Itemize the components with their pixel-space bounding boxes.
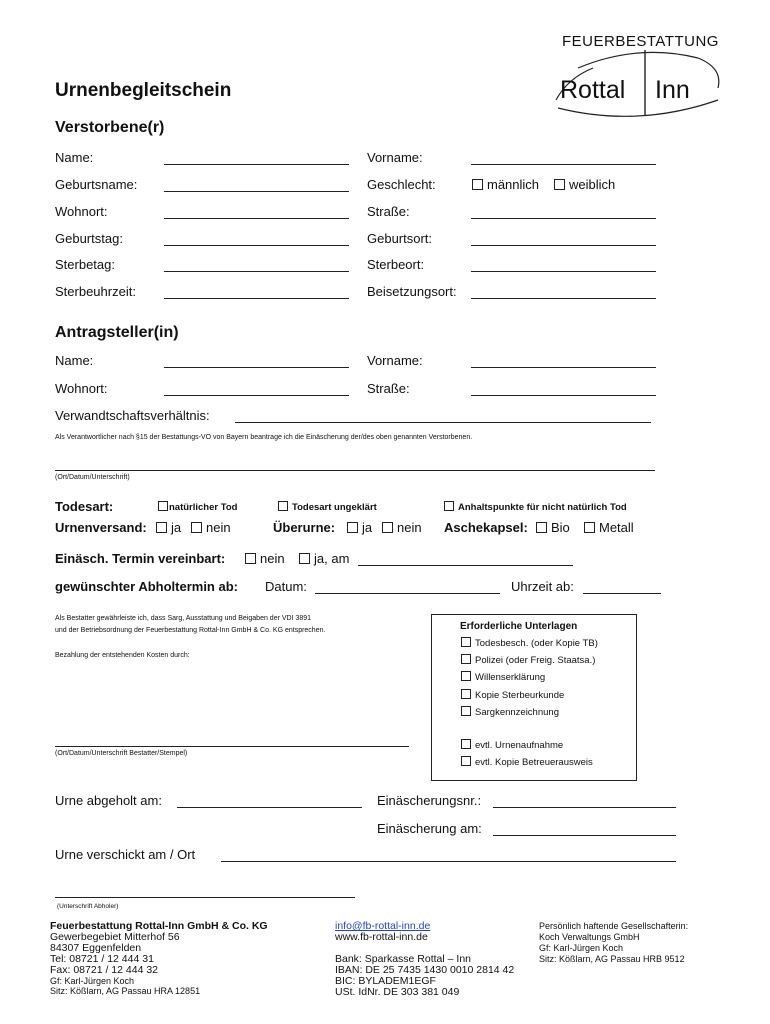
cremation-date-yes-option[interactable]: ja, am	[299, 551, 349, 566]
cremation-date-yes-checkbox[interactable]	[299, 553, 310, 564]
footer-email-link[interactable]: info@fb-rottal-inn.de	[335, 920, 431, 932]
footer-website: www.fb-rottal-inn.de	[335, 931, 428, 943]
pickup-signature-caption: (Unterschrift Abholer)	[57, 903, 119, 910]
relationship-label: Verwandtschaftsverhältnis:	[55, 408, 210, 423]
footer-address: Gewerbegebiet Mitterhof 56	[50, 931, 180, 943]
applicant-residence-field[interactable]	[164, 395, 349, 396]
required-documents-heading: Erforderliche Unterlagen	[460, 621, 578, 632]
gender-male-checkbox[interactable]	[472, 179, 483, 190]
deceased-deathtime-label: Sterbeuhrzeit:	[55, 284, 136, 299]
urn-pickup-field[interactable]	[177, 807, 362, 808]
applicant-residence-label: Wohnort:	[55, 381, 108, 396]
document-item[interactable]: Kopie Sterbeurkunde	[461, 689, 564, 701]
cremation-number-label: Einäscherungsnr.:	[377, 793, 482, 808]
footer-fax: Fax: 08721 / 12 444 32	[50, 964, 158, 976]
deceased-burialplace-field[interactable]	[471, 298, 656, 299]
death-type-unclear-checkbox[interactable]	[278, 501, 288, 511]
cremation-on-field[interactable]	[493, 835, 676, 836]
deceased-street-field[interactable]	[471, 218, 656, 219]
pickup-date-field[interactable]	[315, 593, 500, 594]
deceased-birthplace-field[interactable]	[471, 245, 656, 246]
applicant-signature-line[interactable]	[55, 470, 655, 471]
applicant-name-label: Name:	[55, 353, 94, 368]
undertaker-signature-line[interactable]	[55, 746, 409, 747]
deceased-street-label: Straße:	[367, 204, 410, 219]
urn-shipping-no-option[interactable]: nein	[191, 520, 231, 535]
cremation-on-label: Einäscherung am:	[377, 821, 482, 836]
footer-company	[50, 921, 268, 996]
deceased-deathplace-label: Sterbeort:	[367, 257, 425, 272]
deceased-burialplace-label: Beisetzungsort:	[367, 284, 457, 299]
page-title: Urnenbegleitschein	[55, 80, 232, 101]
footer-partner-name: Koch Verwaltungs GmbH	[539, 932, 640, 942]
applicant-name-field[interactable]	[164, 367, 349, 368]
footer-city: 84307 Eggenfelden	[50, 942, 142, 954]
relationship-field[interactable]	[235, 422, 651, 423]
urn-shipping-no-checkbox[interactable]	[191, 522, 202, 533]
footer-company-name: Feuerbestattung Rottal-Inn GmbH & Co. KG	[50, 920, 268, 932]
deceased-birthday-label: Geburtstag:	[55, 231, 123, 246]
pickup-time-field[interactable]	[583, 593, 661, 594]
pickup-date-label: Datum:	[265, 579, 307, 594]
urn-shipped-label: Urne verschickt am / Ort	[55, 847, 196, 862]
ash-capsule-bio-option[interactable]: Bio	[536, 520, 570, 535]
footer-partner-title: Persönlich haftende Gesellschafterin:	[539, 921, 689, 931]
deceased-firstname-field[interactable]	[471, 164, 656, 165]
document-item[interactable]: Polizei (oder Freig. Staatsa.)	[461, 654, 595, 666]
optional-document-item[interactable]: evtl. Kopie Betreuerausweis	[461, 756, 593, 768]
urn-shipping-label: Urnenversand:	[55, 520, 147, 535]
death-type-natural-checkbox[interactable]	[158, 501, 168, 511]
document-item[interactable]: Willenserklärung	[461, 671, 545, 683]
footer-phone: Tel: 08721 / 12 444 31	[50, 953, 154, 965]
applicant-street-label: Straße:	[367, 381, 410, 396]
footer-contact	[335, 921, 514, 998]
urn-pickup-label: Urne abgeholt am:	[55, 793, 162, 808]
overurn-label: Überurne:	[273, 520, 336, 535]
deceased-firstname-label: Vorname:	[367, 150, 423, 165]
document-checkbox[interactable]	[461, 756, 471, 766]
document-checkbox[interactable]	[461, 689, 471, 699]
document-checkbox[interactable]	[461, 706, 471, 716]
cremation-date-no-checkbox[interactable]	[245, 553, 256, 564]
footer-seat: Sitz: Kößlarn, AG Passau HRA 12851	[50, 986, 201, 996]
overurn-no-checkbox[interactable]	[382, 522, 393, 533]
document-item[interactable]: Sargkennzeichnung	[461, 706, 559, 718]
death-type-unclear-option[interactable]: Todesart ungeklärt	[278, 501, 377, 513]
deceased-deathdate-field[interactable]	[164, 271, 349, 272]
undertaker-text-1: Als Bestatter gewährleiste ich, dass Sarg, Ausstattung und Beigaben der VDI 3891	[55, 615, 312, 622]
deceased-heading: Verstorbene(r)	[55, 119, 165, 136]
death-type-label: Todesart:	[55, 499, 114, 514]
document-checkbox[interactable]	[461, 637, 471, 647]
deceased-residence-field[interactable]	[164, 218, 349, 219]
document-checkbox[interactable]	[461, 654, 471, 664]
document-checkbox[interactable]	[461, 671, 471, 681]
applicant-street-field[interactable]	[471, 395, 656, 396]
footer-iban: IBAN: DE 25 7435 1430 0010 2814 42	[335, 964, 515, 976]
ash-capsule-label: Aschekapsel:	[444, 520, 528, 535]
cremation-date-no-option[interactable]: nein	[245, 551, 285, 566]
undertaker-text-2: und der Betriebsordnung der Feuerbestattung Rottal-Inn GmbH & Co. KG entsprechen.	[55, 627, 326, 634]
overurn-no-option[interactable]: nein	[382, 520, 422, 535]
footer-bic: BIC: BYLADEM1EGF	[335, 975, 436, 987]
footer-bank: Bank: Sparkasse Rottal – Inn	[335, 953, 471, 965]
pickup-label: gewünschter Abholtermin ab:	[55, 579, 238, 594]
required-documents-box	[431, 614, 637, 781]
company-logo	[548, 28, 728, 120]
deceased-deathtime-field[interactable]	[164, 298, 349, 299]
deceased-birthday-field[interactable]	[164, 245, 349, 246]
footer-partner-seat: Sitz: Kößlarn, AG Passau HRB 9512	[539, 954, 685, 964]
document-item[interactable]: Todesbesch. (oder Kopie TB)	[461, 637, 598, 649]
death-type-unnatural-checkbox[interactable]	[444, 501, 454, 511]
urn-shipping-yes-checkbox[interactable]	[156, 522, 167, 533]
applicant-signature-caption: (Ort/Datum/Unterschrift)	[55, 474, 130, 481]
document-checkbox[interactable]	[461, 739, 471, 749]
logo-right-text: Inn	[655, 76, 690, 104]
deceased-deathplace-field[interactable]	[471, 271, 656, 272]
pickup-time-label: Uhrzeit ab:	[511, 579, 574, 594]
death-type-unnatural-option[interactable]: Anhaltspunkte für nicht natürlich Tod	[444, 501, 627, 513]
undertaker-signature-caption: (Ort/Datum/Unterschrift Bestatter/Stempel)	[55, 750, 188, 757]
deceased-birthname-label: Geburtsname:	[55, 177, 138, 192]
overurn-yes-option[interactable]: ja	[347, 520, 372, 535]
gender-male-option[interactable]: männlich	[472, 177, 539, 192]
deceased-birthname-field[interactable]	[164, 191, 349, 192]
ash-capsule-metal-checkbox[interactable]	[584, 522, 595, 533]
pickup-signature-line[interactable]	[55, 897, 355, 898]
payment-label: Bezahlung der entstehenden Kosten durch:	[55, 652, 190, 659]
applicant-firstname-field[interactable]	[471, 367, 656, 368]
urn-shipping-yes-option[interactable]: ja	[156, 520, 181, 535]
deceased-birthplace-label: Geburtsort:	[367, 231, 433, 246]
logo-emblem	[548, 28, 728, 120]
logo-left-text: Rottal	[560, 76, 626, 104]
overurn-yes-checkbox[interactable]	[347, 522, 358, 533]
deceased-deathdate-label: Sterbetag:	[55, 257, 115, 272]
logo-top-text: FEUERBESTATTUNG	[562, 33, 719, 50]
applicant-declaration: Als Verantwortlicher nach §15 der Bestattungs-VO von Bayern beantrage ich die Einäscherung der/des oben genannten Verstorbenen.	[55, 434, 473, 441]
cremation-date-label: Einäsch. Termin vereinbart:	[55, 551, 226, 566]
urn-shipped-field[interactable]	[221, 861, 676, 862]
gender-female-option[interactable]: weiblich	[554, 177, 615, 192]
footer-manager: Gf: Karl-Jürgen Koch	[50, 976, 135, 986]
applicant-heading: Antragsteller(in)	[55, 324, 179, 341]
ash-capsule-bio-checkbox[interactable]	[536, 522, 547, 533]
gender-female-checkbox[interactable]	[554, 179, 565, 190]
deceased-name-label: Name:	[55, 150, 94, 165]
applicant-firstname-label: Vorname:	[367, 353, 423, 368]
optional-document-item[interactable]: evtl. Urnenaufnahme	[461, 739, 563, 751]
footer-partner	[539, 921, 688, 965]
footer-vat: USt. IdNr. DE 303 381 049	[335, 986, 460, 998]
footer-partner-manager: Gf: Karl-Jürgen Koch	[539, 943, 624, 953]
ash-capsule-metal-option[interactable]: Metall	[584, 520, 634, 535]
deceased-residence-label: Wohnort:	[55, 204, 108, 219]
deceased-name-field[interactable]	[164, 164, 349, 165]
cremation-date-field[interactable]	[358, 565, 573, 566]
deceased-gender-label: Geschlecht:	[367, 177, 436, 192]
death-type-natural-option[interactable]: natürlicher Tod	[158, 501, 237, 513]
cremation-number-field[interactable]	[493, 807, 676, 808]
